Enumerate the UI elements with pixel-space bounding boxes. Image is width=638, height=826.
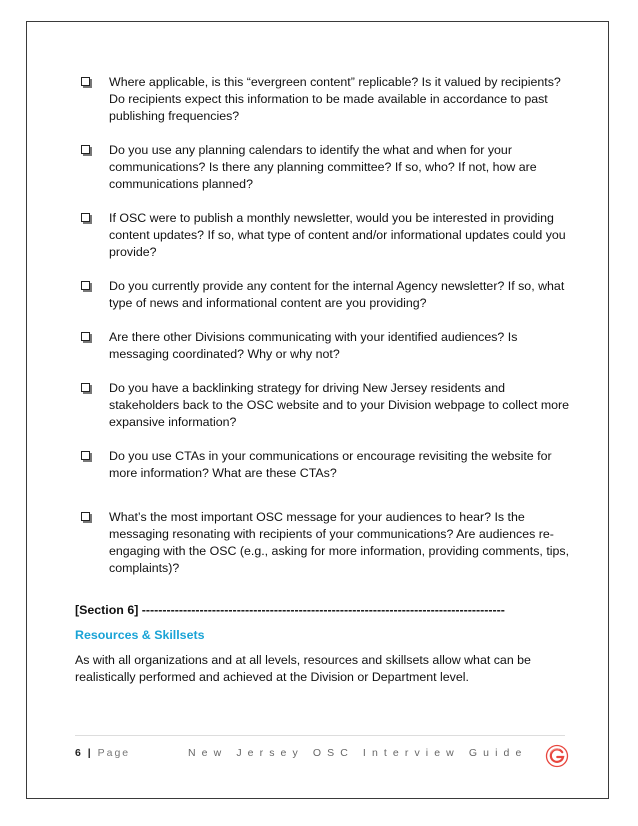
- question-text: Are there other Divisions communicating with your identified audiences? Is messaging coordinated? Why or why not?: [109, 330, 518, 361]
- question-checklist: [78, 74, 578, 577]
- checklist-item: [78, 509, 578, 577]
- checkbox-icon: [81, 332, 90, 341]
- question-text: What’s the most important OSC message for your audiences to hear? Is the messaging resonating with recipients of your communications? Are audiences re-engaging with the OSC (e.g., asking for more information, providing comments, tips, complaints)?: [109, 510, 570, 575]
- section-heading: Resources & Skillsets: [75, 628, 205, 642]
- checklist-item: [78, 210, 578, 261]
- checklist-item: [78, 74, 578, 125]
- checklist-item: [78, 448, 578, 482]
- section-label: [Section 6]: [75, 603, 139, 617]
- checklist-item: [78, 142, 578, 193]
- checkbox-icon: [81, 512, 90, 521]
- question-text: Do you have a backlinking strategy for driving New Jersey residents and stakeholders back to the OSC website and to your Division webpage to collect more expansive information?: [109, 381, 570, 429]
- checklist-item: [78, 278, 578, 312]
- checklist-item: [78, 329, 578, 363]
- page-separator: |: [82, 747, 98, 759]
- checkbox-icon: [81, 383, 90, 392]
- checkbox-icon: [81, 213, 90, 222]
- question-text: If OSC were to publish a monthly newsletter, would you be interested in providing content updates? If so, what type of content and/or informational updates could you provide?: [109, 211, 566, 259]
- page-word: Page: [97, 747, 131, 759]
- checkbox-icon: [81, 77, 90, 86]
- checkbox-icon: [81, 281, 90, 290]
- footer-doc-title: New Jersey OSC Interview Guide: [188, 747, 528, 759]
- section-paragraph: As with all organizations and at all levels, resources and skillsets allow what can be realistically performed and achieved at the Division or Department level.: [75, 653, 531, 684]
- page-number: 6: [75, 747, 83, 759]
- section-divider: [75, 602, 575, 619]
- checkbox-icon: [81, 451, 90, 460]
- question-text: Do you use any planning calendars to identify the what and when for your communications? Is there any planning committee? If so, who? If not, how are communications planned?: [109, 143, 537, 191]
- question-text: Where applicable, is this “evergreen content” replicable? Is it valued by recipients? Do recipients expect this information to be made available in accordance to past publishing frequencies?: [109, 75, 561, 123]
- footer-rule: [75, 735, 565, 736]
- checkbox-icon: [81, 145, 90, 154]
- question-text: Do you currently provide any content for the internal Agency newsletter? If so, what type of news and informational content are you providing?: [109, 279, 565, 310]
- question-text: Do you use CTAs in your communications or encourage revisiting the website for more information? What are these CTAs?: [109, 449, 552, 480]
- checklist-item: [78, 380, 578, 431]
- section-dashes: ----------------------------------------------------------------------------------------: [138, 603, 505, 617]
- osc-logo-icon: [545, 744, 569, 768]
- footer-page-label: [75, 747, 130, 759]
